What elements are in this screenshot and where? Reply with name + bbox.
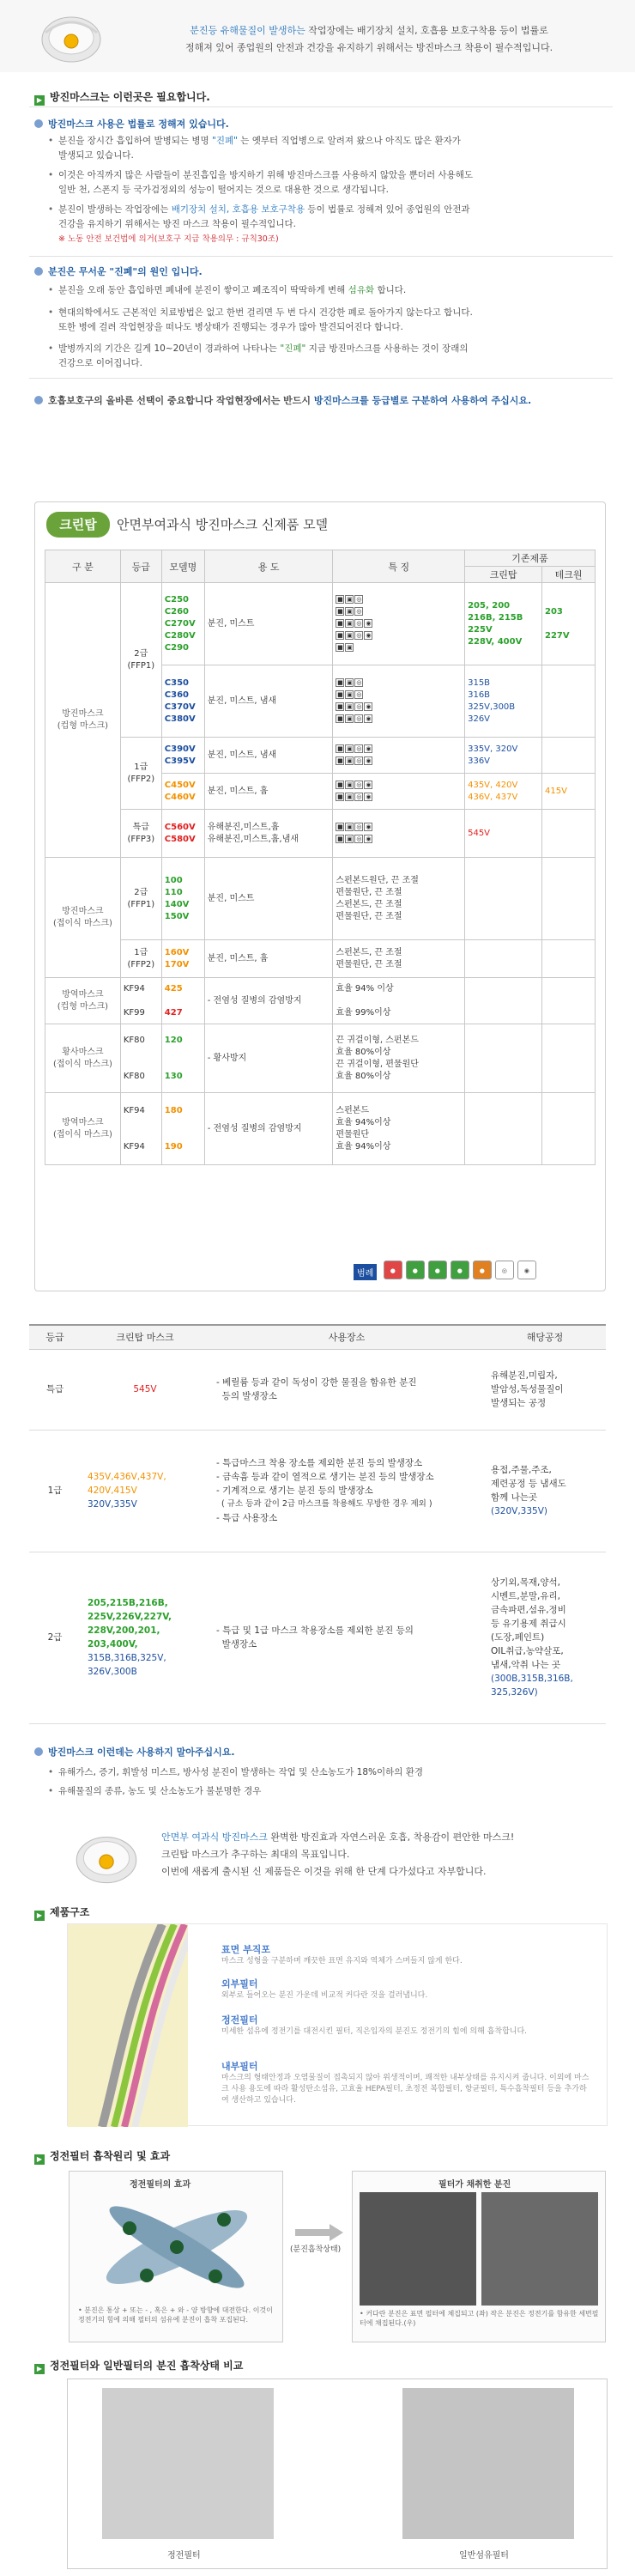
product-table	[45, 550, 596, 1165]
feature-icon: ■	[337, 793, 343, 800]
filter-layer-illustration	[68, 1924, 188, 2127]
feature-icon: ■	[337, 607, 343, 615]
feature-icon: ◎	[356, 607, 362, 615]
feature-icon: ▣	[347, 631, 353, 639]
law-bullet-2: • 이것은 아직까지 많은 사람들이 분진흡입을 방지하기 위해 방진마스크를 사용하지 않았을 뿐더러 사용해도 일반 천, 스폰지 등 국가검정외의 성능이 떨어지는 것으로 대용한 것으로 생각됩니다.	[58, 168, 608, 197]
models-a: C250 C260 C270V C280V C290	[161, 583, 204, 665]
models-e: C560V C580V	[161, 810, 204, 858]
panel-note: • 커다란 분진은 표면 필터에 체집되고 (좌) 작은 분진은 정전기를 함유한 세번필터에 채집된다.(우)	[360, 2310, 599, 2327]
category-fold: 방진마스크 (접이식 마스크)	[45, 858, 121, 978]
feature-icon: ▣	[347, 781, 353, 788]
divider	[29, 256, 613, 257]
feature-icon: ■	[337, 744, 343, 752]
banner-text: 안면부 여과식 방진마스크 완벽한 방진효과 자연스러운 호흡, 착용감이 편안한 마스크! 크린탑 마스크가 추구하는 최대의 목표입니다. 이번에 새롭게 출시된 신 제품들은 이것을 위해 한 단계 다가섰다고 자부합니다.	[161, 1832, 515, 1877]
general-filter-photo	[402, 2388, 574, 2539]
models-h: 425 427	[161, 978, 204, 1024]
models-j: 180 190	[161, 1093, 204, 1165]
divider	[29, 378, 613, 379]
arrow-bullet-icon: ▶	[34, 2154, 45, 2165]
feature-icons-e	[333, 810, 465, 858]
feature-icon: ▣	[347, 793, 353, 800]
base-cleantop-b: 315B 316B 325V,300B 326V	[465, 665, 542, 738]
table-row: 특급 545V - 베릴륨 등과 같이 독성이 강한 물질을 함유한 분진 등의 발생장소 유해분진,미립자, 발암성,독성물질이 발생되는 공정	[29, 1349, 606, 1430]
captured-dust-panel	[352, 2171, 606, 2342]
feature-icon: ▣	[347, 823, 353, 830]
feature-icon: ◉	[366, 823, 372, 830]
circle-bullet-icon	[34, 1747, 43, 1756]
header-cleantop: 크린탑	[465, 567, 542, 583]
micrograph-large-dust	[360, 2192, 476, 2306]
layer-desc: 미세한 섬유에 정전기를 대전시킨 필터, 직은입자의 분진도 정전기의 힘에 의해 흡착합니다.	[221, 2027, 528, 2036]
use-g: 분진, 미스트, 흄	[204, 940, 333, 978]
feature-icon: ◎	[356, 744, 362, 752]
feature-icon: ◎	[356, 823, 362, 830]
feature-icon: ◉	[366, 781, 372, 788]
feature-icon: ◉	[366, 835, 372, 842]
electrostatic-filter-photo	[102, 2388, 274, 2539]
panel-title: 정전필터의 효과	[130, 2180, 191, 2190]
feature-j: 스펀본드 효율 94%이상 편물원단 효율 94%이상	[333, 1093, 465, 1165]
category-cup: 방진마스크 (컵형 마스크)	[45, 583, 121, 858]
hero-banner	[0, 0, 635, 72]
fiber-illustration	[78, 2194, 275, 2300]
feature-icon: ◎	[356, 835, 362, 842]
category-quarantine-fold: 방역마스크 (접이식 마스크)	[45, 1093, 121, 1165]
header-use: 용 도	[204, 550, 333, 583]
layer-desc: 마스크 성형을 구분하며 깨끗한 표면 유지와 역체가 스며들지 않게 한다.	[221, 1957, 463, 1965]
forbid-bullet-2: • 유해물질의 종류, 농도 및 산소농도가 불분명한 경우	[58, 1784, 608, 1799]
compare-title: ▶ 정전필터와 일반필터의 분진 흡착상태 비교	[34, 2358, 243, 2374]
product-box-title: 안면부여과식 방진마스크 신제품 모델	[117, 517, 329, 532]
base-cleantop-c: 335V, 320V 336V	[465, 738, 542, 774]
law-bullet-3: • 분진이 발생하는 작업장에는 배기장치 설치, 호흡용 보호구착용 등이 법률로 정해져 있어 종업원의 안전과 건강을 유지하기 위해서는 방진 마스크 착용이 필수적입니다. ※ 노동 안전 보건법에 의거(보호구 지급 착용의무 : 규칙30조)	[58, 203, 608, 246]
category-quarantine-cup: 방역마스크 (컵형 마스크)	[45, 978, 121, 1024]
mask-illustration	[33, 7, 110, 65]
feature-icon: ■	[337, 714, 343, 722]
grade-table	[29, 1324, 606, 1724]
mask-illustration	[67, 1824, 146, 1889]
feature-icon: ▣	[347, 835, 353, 842]
law-note: ※ 노동 안전 보건법에 의거(보호구 지급 착용의무 : 규칙30조)	[58, 234, 279, 244]
feature-icon: ▣	[347, 643, 353, 651]
table-row: 1급 435V,436V,437V, 420V,415V 320V,335V - 특급마스크 착용 장소를 제외한 분진 등의 발생장소 - 금속흄 등과 같이 열적으로 생기는 분진 등의 발생장소 - 기계적으로 생기는 분진 등의 발생장소 ( 규소 등과 같이 2급 마스크를 착용해도 무방한 경우 제외 ) - 특급 사용장소 용접,주물,주조, 제련공정 등 냄새도 함께 나는곳 (320V,335V)	[29, 1430, 606, 1552]
legend-icon: ●	[384, 1261, 402, 1279]
feature-icon: ◉	[366, 744, 372, 752]
grades-h: KF94 KF99	[120, 978, 161, 1024]
feature-icon: ▣	[347, 702, 353, 710]
dust-bullet-3: • 발병까지의 기간은 길게 10~20년이 경과하여 나타나는 "진폐" 지금 방진마스크를 사용하는 것이 장래의 건강으로 이어집니다.	[58, 342, 608, 371]
feature-icons-b	[333, 665, 465, 738]
law-bullet-1: • 분진을 장시간 흡입하여 발병되는 병명 "진폐" 는 옛부터 직업병으로 알려져 왔으나 아직도 많은 환자가 발생되고 있습니다.	[58, 134, 608, 163]
panel-note: • 분진은 통상 + 또는 - , 혹은 + 와 - 양 방향에 대전한다. 이것이 정전기의 힘에 의해 필터의 섬유에 분진이 흡착 포집된다.	[78, 2306, 273, 2324]
use-h: - 전염성 질병의 감염방지	[204, 978, 333, 1024]
feature-icon: ▣	[347, 619, 353, 627]
models-g: 160V 170V	[161, 940, 204, 978]
feature-icon: ▣	[347, 756, 353, 764]
hero-line-2: 정해져 있어 종업원의 안전과 건강을 유지하기 위해서는 방진마스크 착용이 필수적입니다.	[184, 42, 553, 53]
feature-icon: ▣	[347, 690, 353, 698]
legend-icon: ●	[406, 1261, 425, 1279]
circle-bullet-icon	[34, 396, 43, 404]
brand-logo: 크린탑	[46, 512, 110, 538]
feature-icon: ◎	[356, 678, 362, 686]
law-title: 방진마스크 사용은 법률로 정해져 있습니다.	[34, 117, 229, 131]
divider	[29, 106, 613, 107]
feature-icon: ■	[337, 619, 343, 627]
models-b: C350 C360 C370V C380V	[161, 665, 204, 738]
electrostatic-effect-panel	[69, 2171, 283, 2342]
category-yellowdust: 황사마스크 (접이식 마스크)	[45, 1024, 121, 1093]
header-category: 구 분	[45, 550, 121, 583]
feature-icons-a	[333, 583, 465, 665]
grade-1: 1급 (FFP2)	[120, 738, 161, 810]
grade-table-header: 크린탑 마스크	[81, 1325, 209, 1349]
photo-caption: 일반섬유필터	[459, 2551, 509, 2561]
grade-special: 특급 (FFP3)	[120, 810, 161, 858]
feature-icon: ▣	[347, 714, 353, 722]
legend-icon: ◉	[517, 1261, 536, 1279]
base-techwon-a: 203 227V	[542, 583, 596, 665]
micrograph-small-dust	[481, 2192, 598, 2306]
use-j: - 전염성 질병의 감염방지	[204, 1093, 333, 1165]
layer-desc: 외부로 들어오는 분진 가운데 비교적 커다란 것을 걸러냅니다.	[221, 1991, 428, 2000]
grade-table-header: 해당공정	[484, 1325, 606, 1349]
grade-2-fold: 2급 (FFP1)	[120, 858, 161, 940]
models-c: C390V C395V	[161, 738, 204, 774]
use-i: - 황사방지	[204, 1024, 333, 1093]
models-i: 120 130	[161, 1024, 204, 1093]
feature-icons-c	[333, 738, 465, 774]
feature-icon: ◉	[366, 714, 372, 722]
base-cleantop-a: 205, 200 216B, 215B 225V 228V, 400V	[465, 583, 542, 665]
feature-icon: ◎	[356, 756, 362, 764]
grade-1-fold: 1급 (FFP2)	[120, 940, 161, 978]
hero-highlight: 분진등 유해물질이 발생하는	[190, 25, 305, 36]
models-d: C450V C460V	[161, 774, 204, 810]
feature-icon: ◎	[356, 619, 362, 627]
feature-icon: ▣	[347, 678, 353, 686]
header-base: 기존제품	[465, 550, 596, 567]
grade-2: 2급 (FFP1)	[120, 583, 161, 738]
feature-icon: ◉	[366, 702, 372, 710]
grades-i: KF80 KF80	[120, 1024, 161, 1093]
circle-bullet-icon	[34, 267, 43, 276]
dust-title: 분진은 무서운 "진폐"의 원인 입니다.	[34, 264, 203, 278]
feature-icon: ■	[337, 823, 343, 830]
feature-g: 스펀본드, 끈 조절 편물원단, 끈 조절	[333, 940, 465, 978]
feature-icon: ■	[337, 595, 343, 603]
feature-h: 효율 94% 이상 효율 99%이상	[333, 978, 465, 1024]
forbid-bullet-1: • 유해가스, 증기, 휘발성 미스트, 방사성 분진이 발생하는 작업 및 산소농도가 18%이하의 환경	[58, 1765, 608, 1780]
feature-icon: ◉	[366, 619, 372, 627]
feature-icon: ◎	[356, 714, 362, 722]
feature-icons-d	[333, 774, 465, 810]
header-grade: 등급	[120, 550, 161, 583]
photo-caption: 정전필터	[167, 2551, 201, 2561]
feature-icon: ◉	[366, 756, 372, 764]
feature-icon: ◉	[366, 793, 372, 800]
feature-icon: ◎	[356, 595, 362, 603]
grade-table-header: 사용장소	[209, 1325, 484, 1349]
feature-icon: ■	[337, 835, 343, 842]
use-b: 분진, 미스트, 냄새	[204, 665, 333, 738]
layer-name: 내부필터	[221, 2061, 258, 2072]
hero-line-1: 작업장에는 배기장치 설치, 호흡용 보호구착용 등이 법률로	[305, 25, 548, 36]
use-e: 유해분진,미스트,흄 유해분진,미스트,흄,냄새	[204, 810, 333, 858]
feature-icon: ■	[337, 756, 343, 764]
feature-icon: ■	[337, 781, 343, 788]
layer-name: 표면 부직포	[221, 1944, 270, 1955]
use-f: 분진, 미스트	[204, 858, 333, 940]
layer-name: 정전필터	[221, 2014, 258, 2026]
feature-icon: ▣	[347, 744, 353, 752]
product-banner	[67, 1820, 613, 1893]
feature-i: 끈 귀걸이형, 스펀본드 효율 80%이상 끈 귀걸이형, 편물원단 효율 80%이상	[333, 1024, 465, 1093]
arrow-bullet-icon: ▶	[34, 1911, 45, 1921]
base-cleantop-e: 545V	[465, 810, 542, 858]
base-cleantop-d: 435V, 420V 436V, 437V	[465, 774, 542, 810]
panel-title: 필터가 채취한 분진	[438, 2180, 511, 2190]
legend-label: 범례	[354, 1264, 377, 1280]
arrow-bullet-icon: ▶	[34, 2364, 45, 2374]
use-c: 분진, 미스트, 냄새	[204, 738, 333, 774]
use-d: 분진, 미스트, 흄	[204, 774, 333, 810]
base-techwon-d: 415V	[542, 774, 596, 810]
structure-title: ▶ 제품구조	[34, 1905, 89, 1921]
grades-j: KF94 KF94	[120, 1093, 161, 1165]
dust-bullet-2: • 현대의학에서도 근본적인 치료방법은 없고 한번 걸리면 두 번 다시 건강한 폐로 돌아가지 않는다고 합니다. 또한 병에 걸려 작업현장을 떠나도 병상태가 진행되는 경우가 많아 발견되어진다 합니다.	[58, 306, 608, 335]
feature-icon: ■	[337, 643, 343, 651]
notice: 호흡보호구의 올바른 선택이 중요합니다 작업현장에서는 반드시 방진마스크를 등급별로 구분하여 사용하여 주십시요.	[34, 393, 531, 407]
models-f: 100 110 140V 150V	[161, 858, 204, 940]
feature-icon: ■	[337, 702, 343, 710]
feature-icon: ◎	[356, 702, 362, 710]
header-model: 모델명	[161, 550, 204, 583]
feature-icon: ◎	[356, 690, 362, 698]
layer-name: 외부필터	[221, 1978, 258, 1990]
arrow-bullet-icon: ▶	[34, 95, 45, 106]
header-techwon: 테크원	[542, 567, 596, 583]
legend-icon: ●	[473, 1261, 492, 1279]
feature-icon: ■	[337, 631, 343, 639]
circle-bullet-icon	[34, 119, 43, 128]
legend-icon: ●	[451, 1261, 469, 1279]
feature-icon: ■	[337, 690, 343, 698]
feature-icon: ■	[337, 678, 343, 686]
section-where-title: ▶ 방진마스크는 이런곳은 필요합니다.	[34, 89, 210, 106]
legend-icon: ◎	[495, 1261, 514, 1279]
feature-icon: ◎	[356, 793, 362, 800]
dust-bullet-1: • 분진을 오래 동안 흡입하면 폐내에 분진이 쌓이고 폐조직이 딱딱하게 변해 섬유화 합니다.	[58, 283, 608, 298]
legend	[354, 1261, 536, 1286]
layer-desc: 마스크의 형태안정과 오염물질이 접촉되지 않아 위생적이며, 쾌적한 내부상태를 유지시켜 줍니다. 이외에 마스크 사용 용도에 따라 활성탄소섬유, 고효율 HEPA필터, 초정전 복합필터, 항균필터, 특수흡착필터 등을 추가하여 생산하고 있습니다.	[221, 2074, 590, 2105]
forbid-title: 방진마스크 이런데는 사용하지 말아주십시요.	[34, 1745, 235, 1759]
header-feature: 특 징	[333, 550, 465, 583]
arrow-label: (분진흡착상태)	[290, 2245, 342, 2254]
hero-text	[120, 22, 618, 57]
use-a: 분진, 미스트	[204, 583, 333, 665]
feature-f: 스펀본드원단, 끈 조절 편물원단, 끈 조절 스펀본드, 끈 조절 편물원단, 끈 조절	[333, 858, 465, 940]
electrostatic-title: ▶ 정전필터 흡착원리 및 효과	[34, 2148, 170, 2165]
feature-icon: ▣	[347, 595, 353, 603]
feature-icon: ◎	[356, 631, 362, 639]
feature-icon: ◉	[366, 631, 372, 639]
right-arrow-icon	[295, 2224, 343, 2241]
compare-panel	[67, 2379, 608, 2569]
grade-table-header: 등급	[29, 1325, 81, 1349]
feature-icon: ◎	[356, 781, 362, 788]
table-row: 2급 205,215B,216B, 225V,226V,227V, 228V,200,201, 203,400V, 315B,316B,325V, 326V,300B - 특급 및 1급 마스크 착용장소를 제외한 분진 등의 발생장소 상기외,목재,양석, 시멘트,분말,유리, 금속파편,섬유,정비 등 유기용제 취급시 (도장,페인트) OIL취급,농약살포, 냄새,악취 나는 곳 (300B,315B,316B, 325,326V)	[29, 1552, 606, 1723]
feature-icon: ▣	[347, 607, 353, 615]
legend-icon: ●	[428, 1261, 447, 1279]
